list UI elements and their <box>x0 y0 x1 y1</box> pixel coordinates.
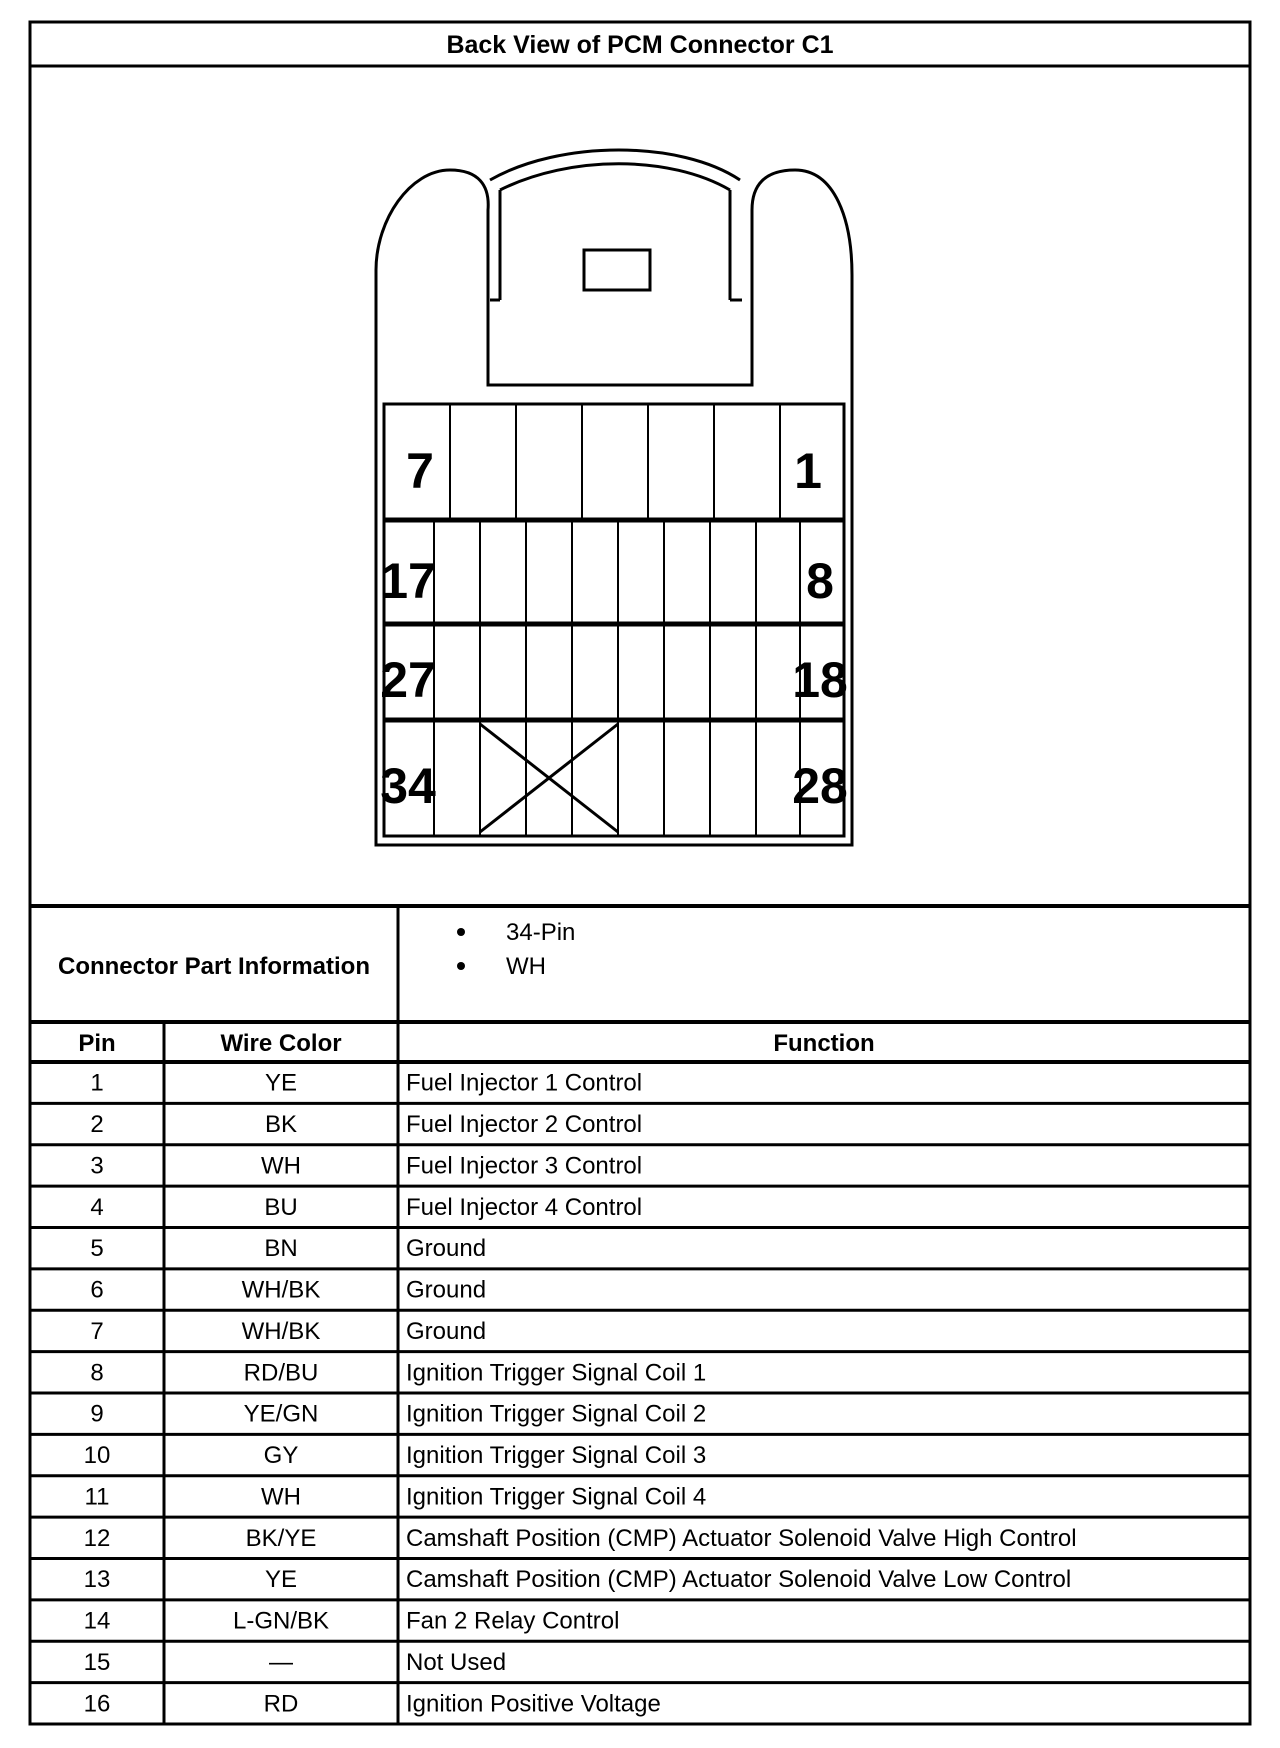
header-pin: Pin <box>78 1030 116 1057</box>
pin-function: Fuel Injector 4 Control <box>406 1193 643 1221</box>
bullet-icon <box>457 928 465 936</box>
pin-grid-frame <box>384 404 844 836</box>
pin-number: 11 <box>84 1483 110 1511</box>
pin-function: Ground <box>406 1317 487 1345</box>
wire-color: BK <box>264 1111 298 1139</box>
table-row <box>84 1690 661 1717</box>
pin-function: Ground <box>406 1276 487 1304</box>
row2-left-pin-label: 17 <box>380 553 436 609</box>
wire-color: L-GN/BK <box>232 1607 330 1635</box>
pin-number: 8 <box>90 1359 104 1387</box>
pin-function: Ignition Positive Voltage <box>406 1690 661 1718</box>
header-wire-color: Wire Color <box>220 1030 342 1057</box>
pin-number: 5 <box>90 1235 104 1263</box>
table-row <box>30 1070 1250 1104</box>
table-row <box>30 1649 1250 1683</box>
table-row <box>30 1566 1250 1600</box>
table-row <box>30 1277 1250 1311</box>
table-row <box>30 1318 1250 1352</box>
table-row <box>30 1194 1250 1228</box>
wire-color: BU <box>264 1193 298 1221</box>
row4-left-pin-label: 34 <box>380 758 436 814</box>
table-row <box>30 1152 1250 1186</box>
table-row <box>30 1608 1250 1642</box>
pin-function: Ignition Trigger Signal Coil 4 <box>406 1483 707 1511</box>
wire-color: WH <box>261 1152 301 1180</box>
wire-color: YE <box>264 1566 298 1594</box>
pin-number: 4 <box>90 1193 104 1221</box>
header-function: Function <box>773 1030 875 1057</box>
pin-grid <box>384 404 844 836</box>
table-row <box>30 1401 1250 1435</box>
pin-function: Not Used <box>406 1648 507 1676</box>
bullet-icon <box>457 962 465 970</box>
page-title: Back View of PCM Connector C1 <box>446 31 834 59</box>
pin-number: 16 <box>83 1690 111 1718</box>
part-info-label: Connector Part Information <box>57 953 371 980</box>
pin-function: Fuel Injector 2 Control <box>406 1111 643 1139</box>
wire-color: WH/BK <box>241 1317 321 1345</box>
pin-function: Fan 2 Relay Control <box>406 1607 620 1635</box>
pin-number: 7 <box>90 1317 104 1345</box>
row4-right-pin-label: 28 <box>792 758 848 814</box>
pin-function: Fuel Injector 3 Control <box>406 1152 643 1180</box>
wire-color: BN <box>264 1235 298 1263</box>
pin-number: 9 <box>90 1400 104 1428</box>
pin-number: 3 <box>90 1152 104 1180</box>
pin-function: Ignition Trigger Signal Coil 1 <box>406 1359 707 1387</box>
table-row <box>30 1235 1250 1269</box>
row3-right-pin-label: 18 <box>792 652 848 708</box>
part-info-pin-count: 34-Pin <box>506 919 576 946</box>
pin-function: Camshaft Position (CMP) Actuator Solenoid Valve High Control <box>406 1524 1077 1552</box>
wire-color: RD/BU <box>243 1359 319 1387</box>
wire-color: YE/GN <box>243 1400 319 1428</box>
pin-number: 12 <box>83 1524 111 1552</box>
wire-color: YE <box>264 1069 298 1097</box>
pin-number: 1 <box>90 1069 104 1097</box>
pin-function: Camshaft Position (CMP) Actuator Solenoid Valve Low Control <box>406 1566 1072 1594</box>
table-row <box>30 1359 1250 1393</box>
pin-number: 15 <box>83 1648 111 1676</box>
row3-left-pin-label: 27 <box>380 652 436 708</box>
pin-function: Ground <box>406 1235 487 1263</box>
wire-color: BK/YE <box>245 1524 317 1552</box>
wire-color: — <box>269 1648 293 1676</box>
wire-color: RD <box>263 1690 299 1718</box>
pin-number: 6 <box>90 1276 104 1304</box>
pin-function: Ignition Trigger Signal Coil 2 <box>406 1400 707 1428</box>
latch-window <box>584 250 650 290</box>
pin-number: 14 <box>83 1607 111 1635</box>
wire-color: WH <box>261 1483 301 1511</box>
row2-right-pin-label: 8 <box>806 553 834 609</box>
table-rows <box>30 1070 1250 1718</box>
table-row <box>30 1111 1250 1145</box>
pin-number: 13 <box>83 1566 111 1594</box>
row1-left-pin-label: 7 <box>406 443 434 499</box>
pin-function: Fuel Injector 1 Control <box>406 1069 643 1097</box>
wire-color: WH/BK <box>241 1276 321 1304</box>
table-row <box>30 1442 1250 1476</box>
table-row <box>30 1483 1250 1517</box>
table-row <box>30 1525 1250 1559</box>
row1-right-pin-label: 1 <box>794 443 822 499</box>
pin-function: Ignition Trigger Signal Coil 3 <box>406 1442 707 1470</box>
part-info-color: WH <box>506 953 546 980</box>
pin-number: 2 <box>90 1111 104 1139</box>
wire-color: GY <box>263 1442 299 1470</box>
pin-number: 10 <box>83 1442 111 1470</box>
connector-latch-inner <box>500 164 730 190</box>
